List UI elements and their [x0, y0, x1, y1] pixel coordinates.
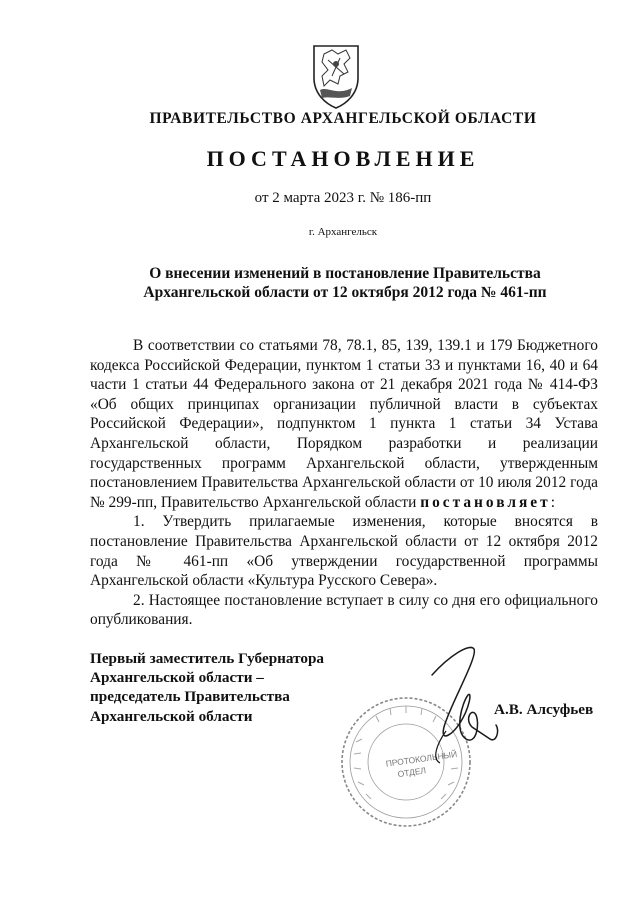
position-line-3: председатель Правительства — [90, 688, 290, 706]
item-2-paragraph: 2. Настоящее постановление вступает в силу со дня его официального опубликования. — [90, 591, 598, 629]
document-city: г. Архангельск — [308, 226, 378, 238]
document-title — [90, 264, 600, 302]
stamp-inner-line-2: ОТДЕЛ — [396, 765, 427, 780]
document-body — [90, 336, 598, 630]
decree-colon: : — [550, 493, 555, 511]
item-1-paragraph: 1. Утвердить прилагаемые изменения, которые вносятся в постановление Правительства Архангельской области от 12 октября 2012 года № 461-пп «Об утверждении государственной программы Архангельской области «Культура Русского Севера». — [90, 513, 598, 590]
preamble-text: В соответствии со статьями 78, 78.1, 85, 139, 139.1 и 179 Бюджетного кодекса Российской Федерации, пунктом 1 статьи 33 и пунктами 16, 40 и 64 части 1 статьи 44 Федерального закона от 21 декабря 2021 года № 414-ФЗ «Об общих принципах организации публичной власти в субъектах Российской Федерации», подпунктом 1 пункта 1 статьи 34 Устава Архангельской области, Порядком разработки и реализации государственных программ Архангельской области, утвержденным постановлением Правительства Архангельской области от 10 июля 2012 года № 299-пп, Правительство Архангельской области — [90, 337, 598, 511]
position-line-1: Первый заместитель Губернатора — [90, 650, 324, 667]
position-line-2: Архангельской области – — [90, 669, 264, 687]
organization-name: ПРАВИТЕЛЬСТВО АРХАНГЕЛЬСКОЙ ОБЛАСТИ — [149, 110, 537, 127]
signatory-position — [90, 649, 324, 726]
preamble-paragraph — [90, 336, 598, 512]
stamp-inner-line-1: ПРОТОКОЛЬНЫЙ — [385, 748, 458, 769]
coat-of-arms-icon — [310, 40, 362, 110]
title-line-2: Архангельской области от 12 октября 2012 года № 461-пп — [143, 284, 547, 301]
document-date-number: от 2 марта 2023 г. № 186-пп — [254, 190, 432, 206]
decree-word: постановляет — [420, 493, 551, 511]
title-line-1: О внесении изменений в постановление Правительства — [149, 265, 541, 282]
signer-name: А.В. Алсуфьев — [494, 701, 594, 718]
document-type: ПОСТАНОВЛЕНИЕ — [206, 146, 480, 171]
position-line-4: Архангельской области — [90, 707, 253, 725]
